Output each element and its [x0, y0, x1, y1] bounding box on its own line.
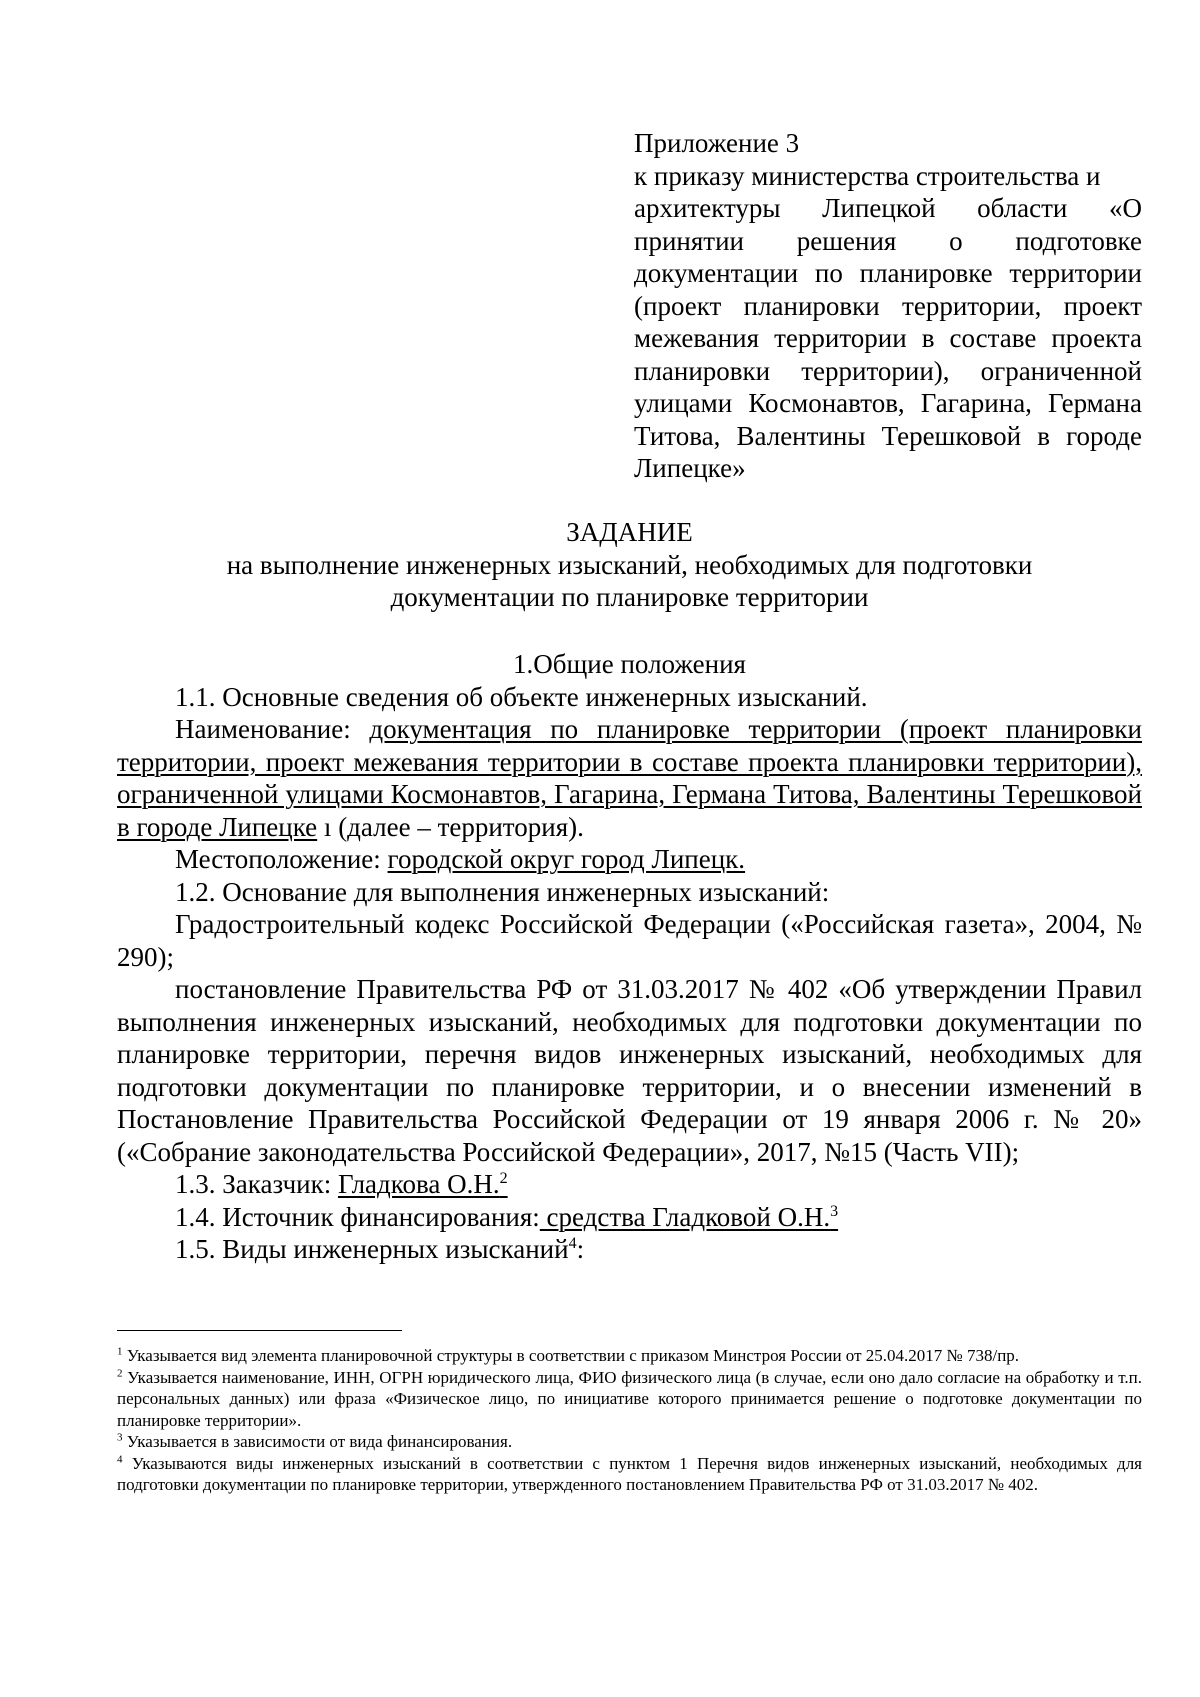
- footnote-ref-3[interactable]: 3: [830, 1202, 839, 1220]
- footnote-text: Указываются виды инженерных изысканий в соответствии с пунктом 1 Перечня видов инженерных изысканий, необходимых для подготовки документации по планировке территории, утвержденного постановлением Правительства РФ от 31.03.2017 № 402.: [117, 1453, 1142, 1494]
- document-title: ЗАДАНИЕ: [566, 517, 693, 547]
- footnote-ref-4[interactable]: 4: [568, 1235, 577, 1252]
- footnote-text: Указывается наименование, ИНН, ОГРН юридического лица, ФИО физического лица (в случае, если оно дало согласие на обработку и т.п. персональных данных) или фраза «Физическое лицо, по инициативе которого принимается решение о подготовке документации по планировке территории».: [117, 1367, 1142, 1430]
- document-subtitle-line-1: на выполнение инженерных изысканий, необходимых для подготовки: [226, 549, 1033, 580]
- document-subtitle-line-2: документации по планировке территории: [390, 582, 869, 612]
- document-body: [117, 648, 1142, 1266]
- footnotes: [117, 1345, 1142, 1496]
- footnote-1: [117, 1345, 1142, 1367]
- footnote-text: Указывается вид элемента планировочной структуры в соответствии с приказом Минстроя России от 25.04.2017 № 738/пр.: [122, 1346, 1020, 1365]
- name-suffix: (далее – территория).: [338, 811, 584, 842]
- name-value: документация по планировке территории (проект планировки территории, проект межевания территории в составе проекта планировки территории), ограниченной улицами Космонавтов, Гагарина, Германа Титова, Валентины Терешковой в городе Липецке: [117, 714, 1142, 842]
- section-heading: 1.Общие положения: [513, 649, 746, 679]
- funding-label: 1.4. Источник финансирования:: [175, 1201, 540, 1232]
- paragraph-basis-2: постановление Правительства РФ от 31.03.2017 № 402 «Об утверждении Правил выполнения инженерных изысканий, необходимых для подготовки документации по планировке территории, перечня видов инженерных изысканий, необходимых для подготовки документации по планировке территории, и о внесении изменений в Постановление Правительства Российской Федерации от 19 января 2006 г. № 20» («Собрание законодательства Российской Федерации», 2017, №15 (Часть VII);: [117, 974, 1142, 1167]
- appendix-header: [634, 127, 1142, 485]
- document-title-block: [117, 516, 1142, 614]
- footnote-2: [117, 1367, 1142, 1432]
- appendix-order-title: архитектуры Липецкой области «О принятии решения о подготовке документации по планировке территории (проект планировки территории, проект межевания территории в составе проекта планировки территории), ограниченной улицами Космонавтов, Гагарина, Германа Титова, Валентины Терешковой в городе Липецке»: [634, 193, 1142, 483]
- appendix-order-line: к приказу министерства строительства и: [634, 160, 1101, 191]
- footnote-number: 2: [117, 1366, 123, 1379]
- paragraph-1-3: [117, 1168, 1142, 1201]
- paragraph-location: [117, 843, 1142, 876]
- paragraph-1-1: 1.1. Основные сведения об объекте инженерных изысканий.: [175, 681, 868, 712]
- footnote-4: [117, 1453, 1142, 1496]
- funding-value: [540, 1202, 838, 1232]
- location-value: городской округ город Липецк.: [387, 844, 746, 874]
- appendix-number: Приложение 3: [634, 128, 800, 158]
- customer-value: [338, 1169, 508, 1199]
- footnote-number: 1: [117, 1345, 123, 1358]
- name-mark: ı: [317, 811, 339, 842]
- customer-name: Гладкова О.Н.: [337, 1169, 500, 1199]
- footnote-text: Указывается в зависимости от вида финансирования.: [122, 1432, 513, 1451]
- paragraph-basis-1: Градостроительный кодекс Российской Федерации («Российская газета», 2004, № 290);: [117, 909, 1142, 972]
- paragraph-1-5: [117, 1233, 1142, 1266]
- paragraph-name: [117, 713, 1142, 843]
- footnote-3: [117, 1431, 1142, 1453]
- footnote-number: 3: [117, 1431, 123, 1444]
- name-label: Наименование:: [175, 714, 370, 744]
- types-label: 1.5. Виды инженерных изысканий: [175, 1234, 569, 1264]
- footnote-separator: [117, 1330, 402, 1331]
- funding-source: средства Гладковой О.Н.: [539, 1201, 831, 1232]
- customer-label: 1.3. Заказчик:: [175, 1169, 338, 1199]
- footnote-number: 4: [117, 1452, 123, 1465]
- paragraph-1-2: 1.2. Основание для выполнения инженерных изысканий:: [175, 876, 830, 907]
- location-label: Местоположение:: [175, 844, 388, 874]
- paragraph-1-4: [117, 1201, 1142, 1234]
- types-suffix: :: [576, 1234, 585, 1264]
- footnote-ref-2[interactable]: 2: [499, 1170, 508, 1187]
